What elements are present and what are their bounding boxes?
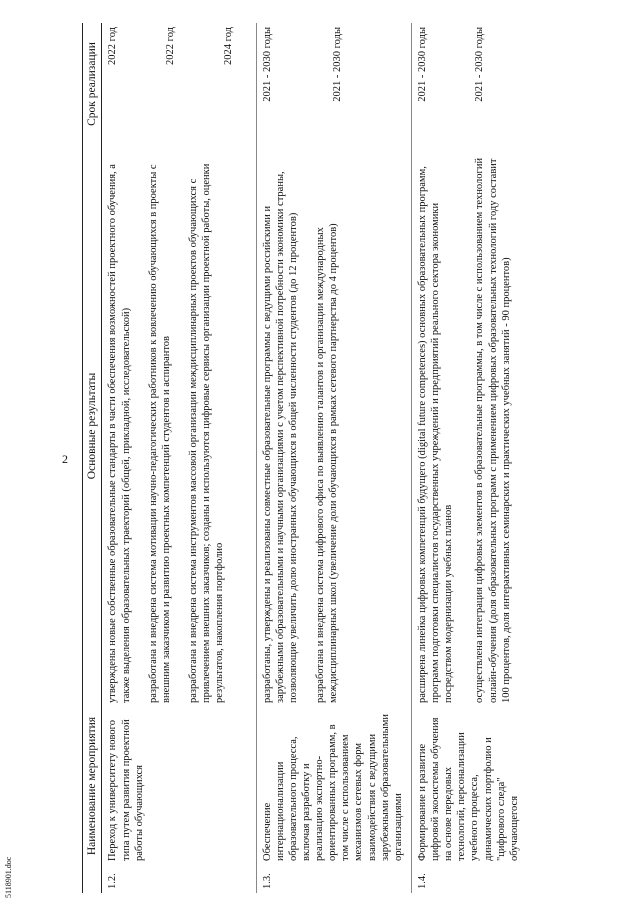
results-cell [469,145,526,707]
term-item: 2022 год [107,27,119,65]
term-item: 2021 - 2030 годы [261,27,273,102]
table-row [102,23,256,893]
results-cell [411,145,469,707]
row-number: 1.4. [411,865,469,893]
term-cell [256,23,411,145]
result-item: осуществлена интеграция цифровых элементов в образовательные программы, в том числе с использованием технологий онлайн-обучения (доля образовательных программ с применением цифровых образовательных технологий году составит 100 процентов, доля интерактивных семинарских и практических учебных занятий - 90 процентов) [474,157,512,703]
activity-cell: Обеспечение интернационализации образовательного процесса, включая разработку и реализацию экспортно-ориентированных программ, в том числе с использованием механизмов сетевых форм взаимодействия с ведущими зарубежными образовательными организациями [256,707,411,865]
results-cell [102,145,256,707]
activity-cell: Переход к университету нового типа путем развития проектной работы обучающихся [107,719,145,861]
row-number: 1.3. [256,865,411,893]
term-item: 2022 год [165,27,177,65]
header-term: Срок реализации [83,23,102,145]
result-item: разработана и внедрена система мотивации научно-педагогических работников к вовлечению обучающихся в проекты с внешним заказчиком и развитию проектных компетенций студентов и аспирантов [147,164,172,703]
results-cell [256,145,411,707]
header-results: Основные результаты [83,145,102,707]
file-name: 5118901.doc [4,856,13,898]
header-activity: Наименование мероприятия [83,707,102,865]
result-item: разработана и внедрена система цифрового офиса по выявлению талантов и организации международных междисциплинарных школ (увеличение доли обучающихся в рамках сетевого партнерства до 4 процентов) [314,223,339,703]
table-header-row [83,23,102,893]
page-number: 2 [62,452,68,466]
rotated-document [82,23,627,893]
header-num [83,865,102,893]
result-item: расширена линейка цифровых компетенций будущего (digital future competences) основных образовательных программ, программ подготовки специалистов государственных учреждений и предприятий реального сектора экономики посредством модернизации учебных планов [416,166,455,703]
table-row [256,23,411,893]
term-item: 2021 - 2030 годы [474,27,486,102]
result-item: разработана и внедрена система инструментов массовой организации междисциплинарных проектов обучающихся с привлечением внешних заказчиков; созданы и используются цифровые сервисы организации проектной работы, оценки результатов, накопления портфолио [187,163,226,703]
table-row [411,23,469,893]
result-item: разработаны, утверждены и реализованы совместные образовательные программы с ведущими российскими и зарубежными образовательными и научными организациями с учетом перспективной потребности экономики страны, позволяющие увеличить долю иностранных обучающихся в общей численности студентов (до 12 процентов) [261,171,299,703]
term-cell [411,23,469,145]
term-cell [102,23,256,145]
plan-table [82,23,527,893]
term-item: 2024 год [223,27,235,65]
term-item: 2021 - 2030 годы [331,27,343,102]
row-number [469,865,526,893]
term-cell [469,23,526,145]
result-item: утверждены новые собственные образовательные стандарты в части обеспечения возможностей проектного обучения, а также выделения образовательных траекторий (общей, прикладной, исследовательской) [107,164,132,703]
term-item: 2021 - 2030 годы [416,27,428,102]
activity-cell: Формирование и развитие цифровой экосистемы обучения на основе передовых технологий, персонализации учебного процесса, динамических портфолио и "цифрового следа" обучающегося [411,707,527,865]
row-number: 1.2. [107,873,119,889]
